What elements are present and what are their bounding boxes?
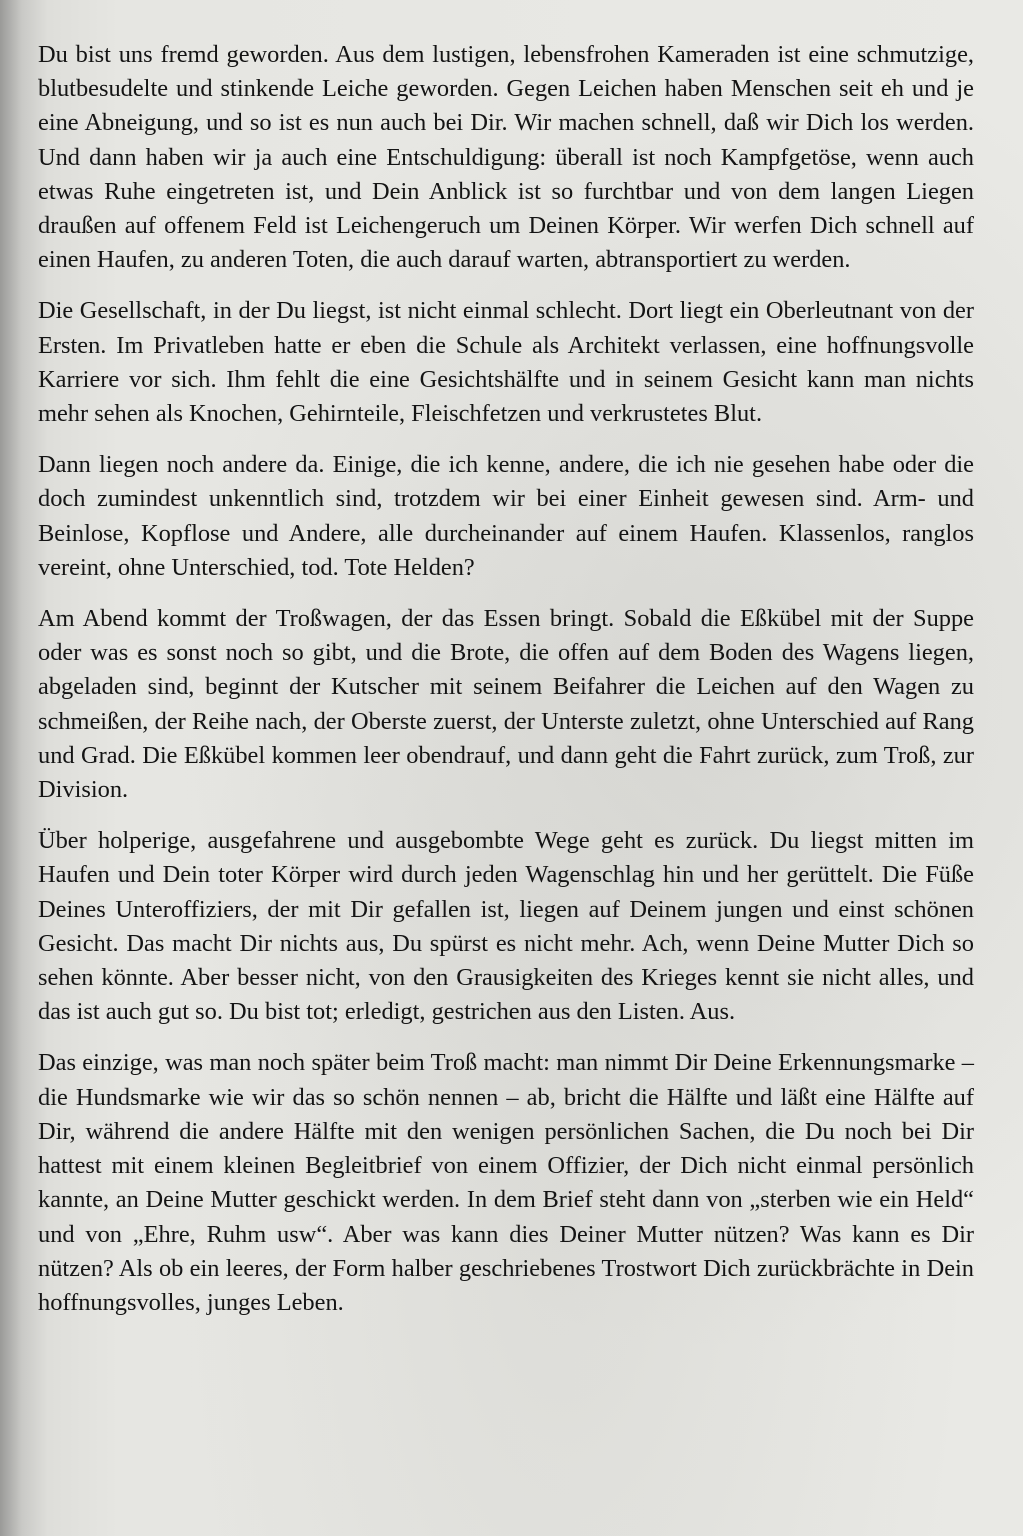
- paragraph-2: Die Gesellschaft, in der Du liegst, ist nicht einmal schlecht. Dort liegt ein Oberleutnant von der Ersten. Im Privatleben hatte er eben die Schule als Architekt verlassen, eine hoffnungsvolle Karriere vor sich. Ihm fehlt die eine Gesichtshälfte und in seinem Gesicht kann man nichts mehr sehen als Knochen, Gehirnteile, Fleischfetzen und verkrustetes Blut.: [38, 297, 974, 428]
- paragraph-5: Über holperige, ausgefahrene und ausgebombte Wege geht es zurück. Du liegst mitten im Haufen und Dein toter Körper wird durch jeden Wagenschlag hin und her gerüttelt. Die Füße Deines Unteroffiziers, der mit Dir gefallen ist, liegen auf Deinem jungen und einst schönen Gesicht. Das macht Dir nichts aus, Du spürst es nicht mehr. Ach, wenn Deine Mutter Dich so sehen könnte. Aber besser nicht, von den Grausigkeiten des Krieges kennt sie nicht alles, und das ist auch gut so. Du bist tot; erledigt, gestrichen aus den Listen. Aus.: [38, 827, 974, 1026]
- paragraph-6: Das einzige, was man noch später beim Troß macht: man nimmt Dir Deine Erkennungsmarke – die Hundsmarke wie wir das so schön nennen – ab, bricht die Hälfte und läßt eine Hälfte auf Dir, während die andere Hälfte mit den wenigen persönlichen Sachen, die Du noch bei Dir hattest mit einem kleinen Begleitbrief von einem Offizier, der Dich nicht einmal persönlich kannte, an Deine Mutter geschickt werden. In dem Brief steht dann von „sterben wie ein Held“ und von „Ehre, Ruhm usw“. Aber was kann dies Deiner Mutter nützen? Was kann es Dir nützen? Als ob ein leeres, der Form halber geschriebenes Trostwort Dich zurückbrächte in Dein hoffnungsvolles, junges Leben.: [38, 1049, 974, 1316]
- body-text: [38, 38, 974, 1337]
- paragraph-4: Am Abend kommt der Troßwagen, der das Essen bringt. Sobald die Eßkübel mit der Suppe oder was es sonst noch so gibt, und die Brote, die offen auf dem Boden des Wagens liegen, abgeladen sind, beginnt der Kutscher mit seinem Beifahrer die Leichen auf den Wagen zu schmeißen, der Reihe nach, der Oberste zuerst, der Unterste zuletzt, ohne Unterschied auf Rang und Grad. Die Eßkübel kommen leer obendrauf, und dann geht die Fahrt zurück, zum Troß, zur Division.: [38, 605, 974, 804]
- paragraph-3: Dann liegen noch andere da. Einige, die ich kenne, andere, die ich nie gesehen habe oder die doch zumindest unkenntlich sind, trotzdem wir bei einer Einheit gewesen sind. Arm- und Beinlose, Kopflose und Andere, alle durcheinander auf einem Haufen. Klassenlos, ranglos vereint, ohne Unterschied, tod. Tote Helden?: [38, 451, 974, 581]
- paragraph-1: Du bist uns fremd geworden. Aus dem lustigen, lebensfrohen Kameraden ist eine schmutzige, blutbesudelte und stinkende Leiche geworden. Gegen Leichen haben Menschen seit eh und je eine Abneigung, und so ist es nun auch bei Dir. Wir machen schnell, daß wir Dich los werden. Und dann haben wir ja auch eine Entschuldigung: überall ist noch Kampfgetöse, wenn auch etwas Ruhe eingetreten ist, und Dein Anblick ist so furchtbar und von dem langen Liegen draußen auf offenem Feld ist Leichengeruch um Deinen Körper. Wir werfen Dich schnell auf einen Haufen, zu anderen Toten, die auch darauf warten, abtransportiert zu werden.: [38, 41, 974, 274]
